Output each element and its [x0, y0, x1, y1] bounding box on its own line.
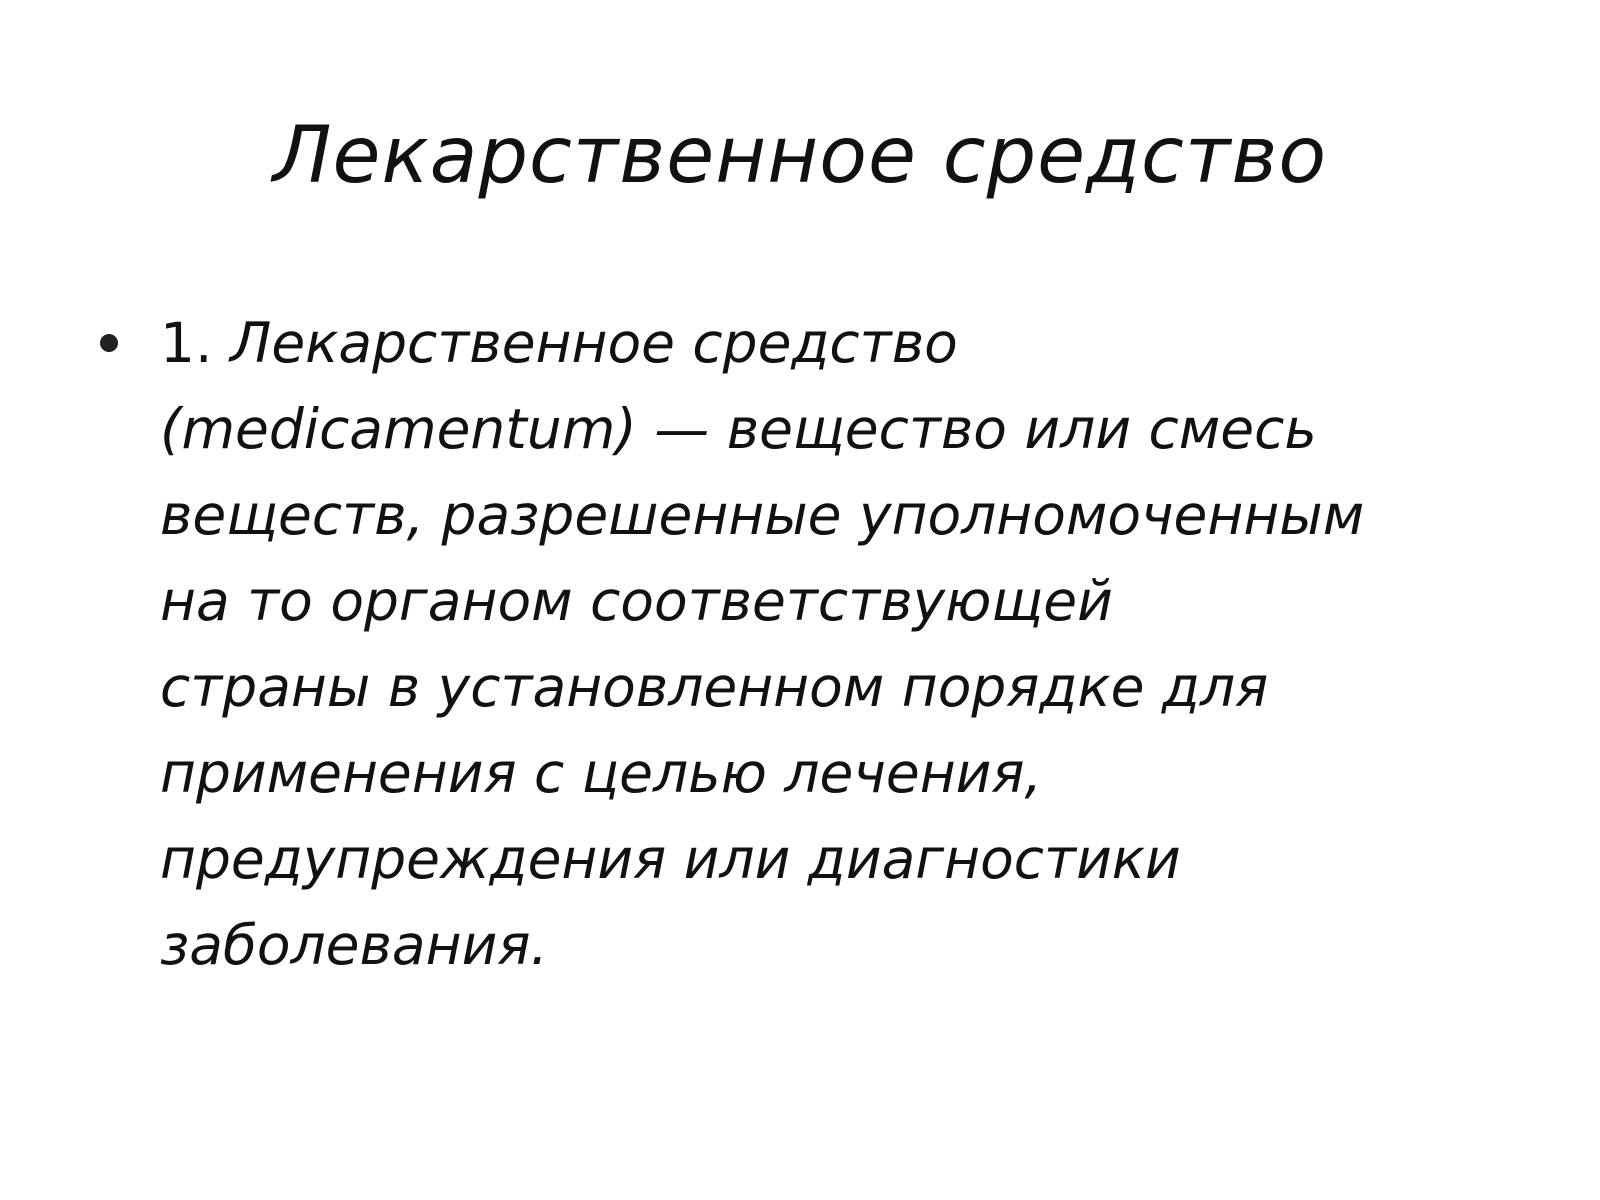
bullet-line-1 — [160, 300, 1512, 386]
bullet-number: 1. — [160, 311, 213, 375]
slide-title: Лекарственное средство — [272, 111, 1328, 201]
bullet-text-line: страны в установленном порядке для — [160, 655, 1269, 719]
bullet-text-line: на то органом соответствующей — [160, 569, 1113, 633]
list-item — [92, 300, 1512, 988]
bullet-text-line: веществ, разрешенные уполномоченным — [160, 483, 1365, 547]
bullet-text-line: применения с целью лечения, — [160, 741, 1042, 805]
bullet-text-line: Лекарственное средство — [229, 311, 958, 375]
bullet-text-line: заболевания. — [160, 913, 548, 977]
bullet-text-line: (medicamentum) — вещество или смесь — [160, 397, 1317, 461]
bullet-text-line: предупреждения или диагностики — [160, 827, 1181, 891]
bullet-icon — [100, 334, 118, 352]
bullet-list — [92, 300, 1512, 988]
